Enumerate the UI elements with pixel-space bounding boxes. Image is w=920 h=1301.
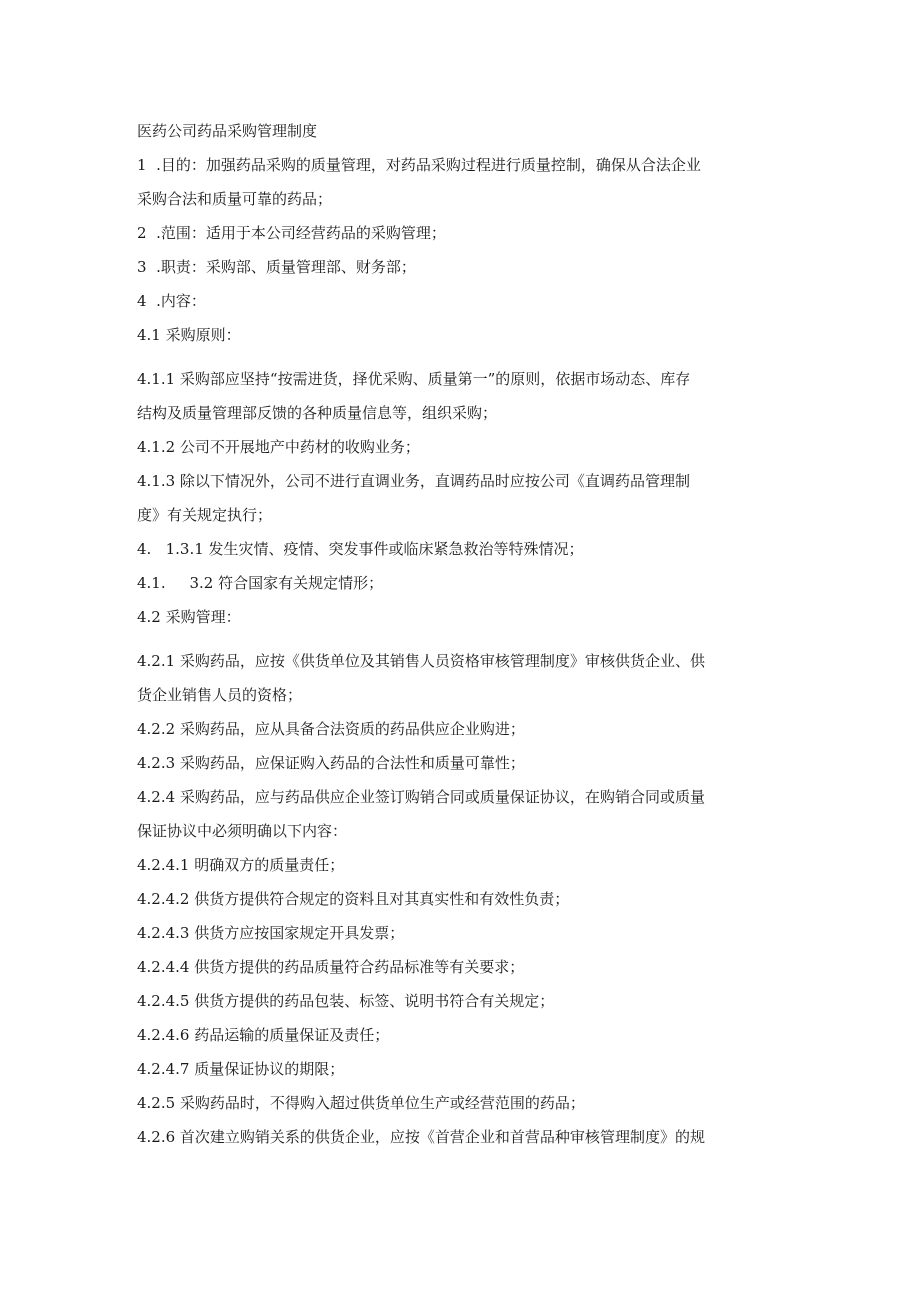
- paragraph-line: 采购合法和质量可靠的药品；: [137, 190, 333, 208]
- paragraph-line: 4.1.3 除以下情况外，公司不进行直调业务，直调药品时应按公司《直调药品管理制: [137, 472, 690, 490]
- paragraph-line: 4.2.4.1 明确双方的质量责任；: [137, 856, 345, 874]
- paragraph-spacer: [137, 352, 787, 362]
- paragraph-line: 保证协议中必须明确以下内容：: [137, 822, 348, 840]
- document-body: [137, 114, 787, 1154]
- document-title: 医药公司药品采购管理制度: [137, 122, 318, 140]
- paragraph-line: 4.1.1 采购部应坚持“按需进货，择优采购、质量第一”的原则，依据市场动态、库存: [137, 370, 691, 388]
- section-heading: 4.1 采购原则：: [137, 326, 241, 344]
- section-heading: 4.2 采购管理：: [137, 608, 241, 626]
- paragraph-spacer: [137, 634, 787, 644]
- paragraph-line: 4.2.4.3 供货方应按国家规定开具发票；: [137, 924, 405, 942]
- paragraph-line: 度》有关规定执行；: [137, 506, 273, 524]
- paragraph-line: 4.2.4 采购药品，应与药品供应企业签订购销合同或质量保证协议，在购销合同或质量: [137, 788, 705, 806]
- paragraph-line: 4.2.5 采购药品时，不得购入超过供货单位生产或经营范围的药品；: [137, 1094, 585, 1112]
- paragraph-line: 4.2.4.4 供货方提供的药品质量符合药品标准等有关要求；: [137, 958, 525, 976]
- paragraph-line: 1 .目的：加强药品采购的质量管理，对药品采购过程进行质量控制，确保从合法企业: [137, 156, 701, 174]
- paragraph-line: 4.2.6 首次建立购销关系的供货企业，应按《首营企业和首营品种审核管理制度》的规: [137, 1128, 705, 1146]
- paragraph-line: 4.2.4.2 供货方提供符合规定的资料且对其真实性和有效性负责；: [137, 890, 570, 908]
- paragraph-line: 4.2.4.7 质量保证协议的期限；: [137, 1060, 345, 1078]
- paragraph-line: 4. 1.3.1 发生灾情、疫情、突发事件或临床紧急救治等特殊情况；: [137, 540, 584, 558]
- paragraph-line: 货企业销售人员的资格；: [137, 686, 303, 704]
- paragraph-line: 4.1. 3.2 符合国家有关规定情形；: [137, 574, 384, 592]
- paragraph-line: 4.1.2 公司不开展地产中药材的收购业务；: [137, 438, 420, 456]
- paragraph-line: 4.2.4.5 供货方提供的药品包装、标签、说明书符合有关规定；: [137, 992, 555, 1010]
- paragraph-line: 4.2.2 采购药品，应从具备合法资质的药品供应企业购进；: [137, 720, 525, 738]
- paragraph-line: 4.2.3 采购药品，应保证购入药品的合法性和质量可靠性；: [137, 754, 525, 772]
- paragraph-line: 4.2.4.6 药品运输的质量保证及责任；: [137, 1026, 390, 1044]
- paragraph-line: 3 .职责：采购部、质量管理部、财务部；: [137, 258, 416, 276]
- paragraph-line: 4.2.1 采购药品，应按《供货单位及其销售人员资格审核管理制度》审核供货企业、供: [137, 652, 705, 670]
- paragraph-line: 结构及质量管理部反馈的各种质量信息等，组织采购；: [137, 404, 498, 422]
- section-heading: 4 .内容：: [137, 292, 206, 310]
- paragraph-line: 2 .范围：适用于本公司经营药品的采购管理；: [137, 224, 446, 242]
